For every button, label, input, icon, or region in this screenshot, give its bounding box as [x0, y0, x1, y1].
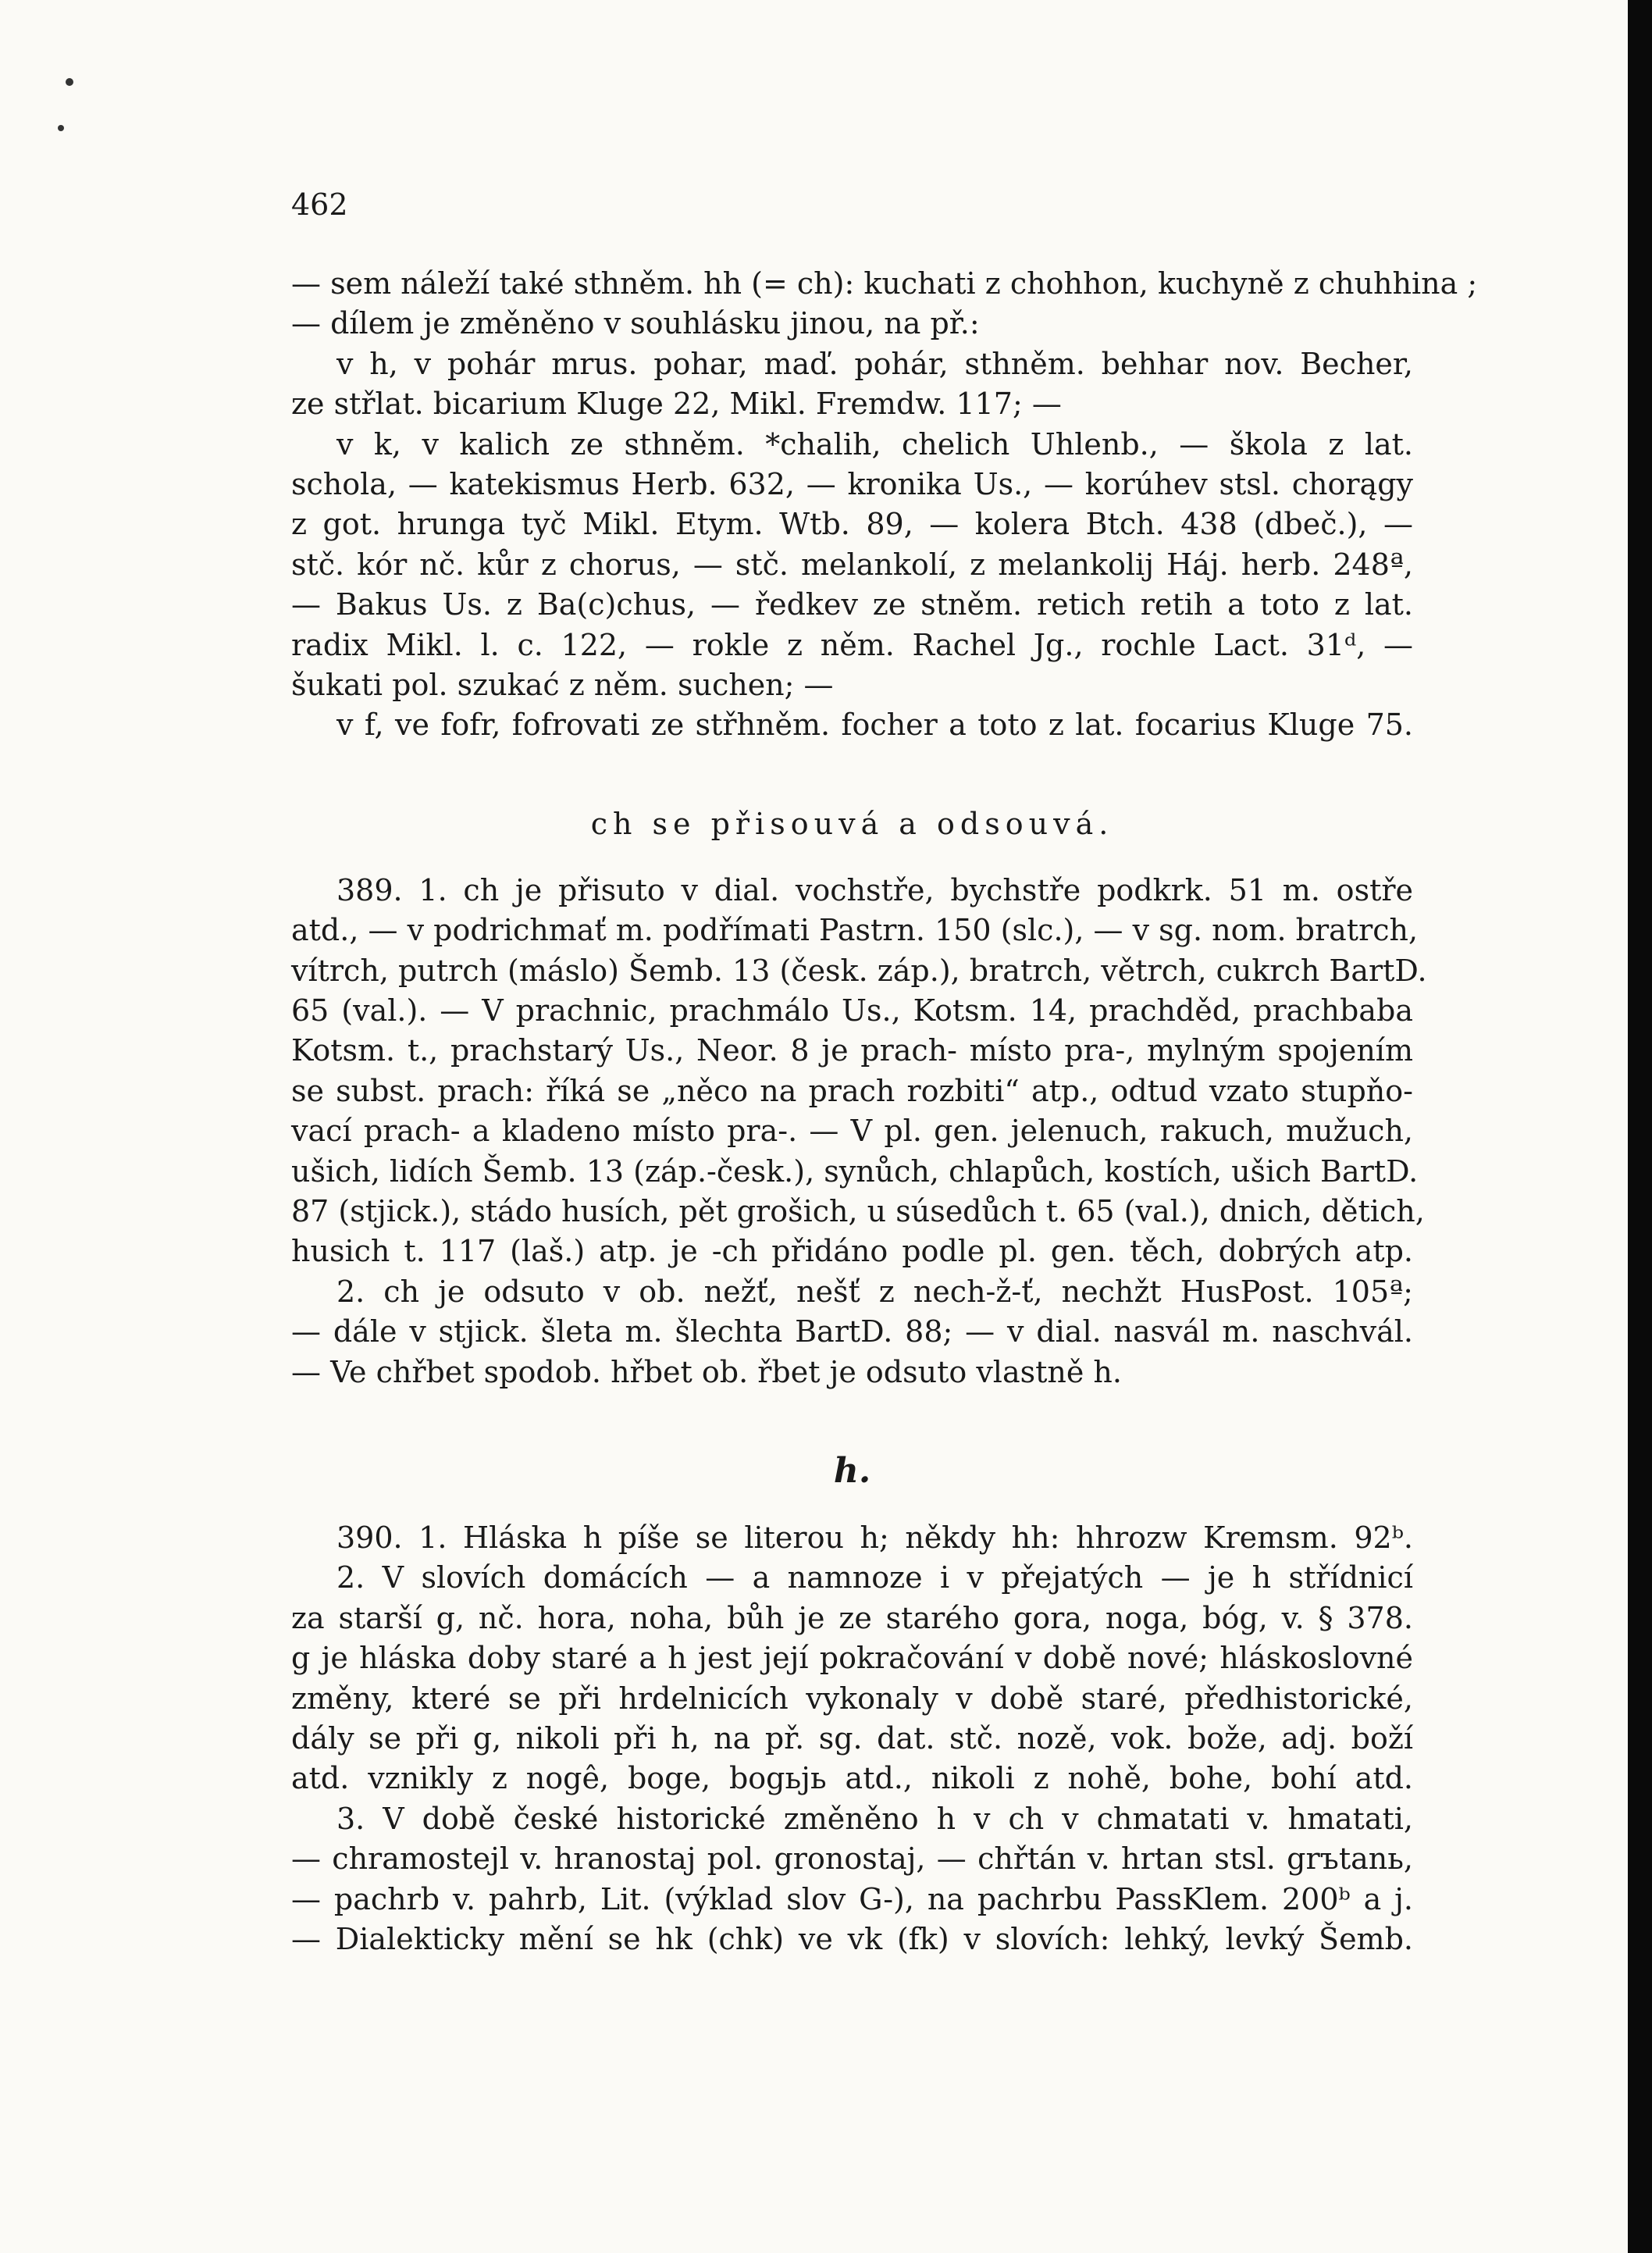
text-line: 2. V slovích domácích — a namnoze i v přejatých — je h střídnicí	[336, 1560, 1413, 1595]
text-line: za starší g, nč. hora, noha, bůh je ze starého gora, noga, bóg, v. § 378.	[291, 1601, 1413, 1635]
scan-speck	[58, 125, 64, 131]
text-line: — Ve chřbet spodob. hřbet ob. řbet je odsuto vlastně h.	[291, 1355, 1122, 1389]
text-line: šukati pol. szukać z něm. suchen; —	[291, 668, 834, 702]
page-number: 462	[291, 187, 348, 222]
text-line: — pachrb v. pahrb, Lit. (výklad slov G-), na pachrbu PassKlem. 200ᵇ a j.	[291, 1882, 1413, 1916]
text-line: 390. 1. Hláska h píše se literou h; někdy hh: hhrozw Kremsm. 92ᵇ.	[336, 1520, 1413, 1555]
text-line: atd. vznikly z nogê, boge, bogьjь atd., nikoli z nohě, bohe, bohí atd.	[291, 1761, 1413, 1795]
text-line: z got. hrunga tyč Mikl. Etym. Wtb. 89, — kolera Btch. 438 (dbeč.), —	[291, 507, 1413, 541]
text-line: v f, ve fofr, fofrovati ze střhněm. focher a toto z lat. focarius Kluge 75.	[336, 708, 1413, 742]
text-line: schola, — katekismus Herb. 632, — kronika Us., — korúhev stsl. chorągy	[291, 467, 1413, 501]
text-line: — dále v stjick. šleta m. šlechta BartD. 88; — v dial. nasvál m. naschvál.	[291, 1314, 1413, 1349]
text-line: 87 (stjick.), stádo husích, pět grošich, u súsedůch t. 65 (val.), dnich, dětich,	[291, 1194, 1425, 1228]
text-line: vítrch, putrch (máslo) Šemb. 13 (česk. záp.), bratrch, větrch, cukrch BartD.	[291, 954, 1427, 988]
text-line: 65 (val.). — V prachnic, prachmálo Us., Kotsm. 14, prachděd, prachbaba	[291, 993, 1413, 1028]
section-heading-h: h.	[833, 1451, 871, 1491]
text-line: radix Mikl. l. c. 122, — rokle z něm. Rachel Jg., rochle Lact. 31ᵈ, —	[291, 628, 1413, 662]
text-line: změny, které se při hrdelnicích vykonaly v době staré, předhistorické,	[291, 1681, 1413, 1716]
text-line: dály se při g, nikoli při h, na př. sg. dat. stč. nozě, vok. bože, adj. boží	[291, 1721, 1413, 1756]
text-line: Kotsm. t., prachstarý Us., Neor. 8 je prach- místo pra-, mylným spojením	[291, 1033, 1413, 1068]
text-line: atd., — v podrichmať m. podřímati Pastrn. 150 (slc.), — v sg. nom. bratrch,	[291, 913, 1419, 947]
text-line: se subst. prach: říká se „něco na prach rozbiti“ atp., odtud vzato stupňo-	[291, 1074, 1413, 1108]
text-line: — sem náleží také sthněm. hh (= ch): kuchati z chohhon, kuchyně z chuhhina ;	[291, 266, 1478, 301]
text-line: vací prach- a kladeno místo pra-. — V pl. gen. jelenuch, rakuch, mužuch,	[291, 1114, 1413, 1148]
text-line: 389. 1. ch je přisuto v dial. vochstře, bychstře podkrk. 51 m. ostře	[336, 873, 1413, 907]
text-line: ze střlat. bicarium Kluge 22, Mikl. Fremdw. 117; —	[291, 387, 1062, 421]
text-line: — chramostejl v. hranostaj pol. gronostaj, — chřtán v. hrtan stsl. grъtanь,	[291, 1841, 1413, 1876]
text-line: 3. V době české historické změněno h v ch v chmatati v. hmatati,	[336, 1802, 1413, 1836]
text-line: 2. ch je odsuto v ob. nežť, nešť z nech-ž-ť, nechžt HusPost. 105ª;	[336, 1274, 1413, 1309]
text-line: — Dialekticky mění se hk (chk) ve vk (fk) v slovích: lehký, levký Šemb.	[291, 1922, 1413, 1956]
text-line: stč. kór nč. kůr z chorus, — stč. melankolí, z melankolij Háj. herb. 248ª,	[291, 547, 1413, 582]
section-title: ch se přisouvá a odsouvá.	[590, 807, 1114, 841]
scan-border	[1628, 0, 1652, 2253]
text-line: g je hláska doby staré a h jest její pokračování v době nové; hláskoslovné	[291, 1641, 1413, 1675]
scan-speck	[66, 78, 73, 86]
text-line: v k, v kalich ze sthněm. *chalih, chelich Uhlenb., — škola z lat.	[336, 427, 1413, 462]
text-line: — Bakus Us. z Ba(c)chus, — ředkev ze stněm. retich retih a toto z lat.	[291, 587, 1413, 622]
text-line: husich t. 117 (laš.) atp. je -ch přidáno podle pl. gen. těch, dobrých atp.	[291, 1234, 1413, 1268]
text-line: ušich, lidích Šemb. 13 (záp.-česk.), synůch, chlapůch, kostích, ušich BartD.	[291, 1154, 1419, 1189]
text-line: — dílem je změněno v souhlásku jinou, na př.:	[291, 306, 980, 340]
text-line: v h, v pohár mrus. pohar, maď. pohár, sthněm. behhar nov. Becher,	[336, 347, 1413, 381]
